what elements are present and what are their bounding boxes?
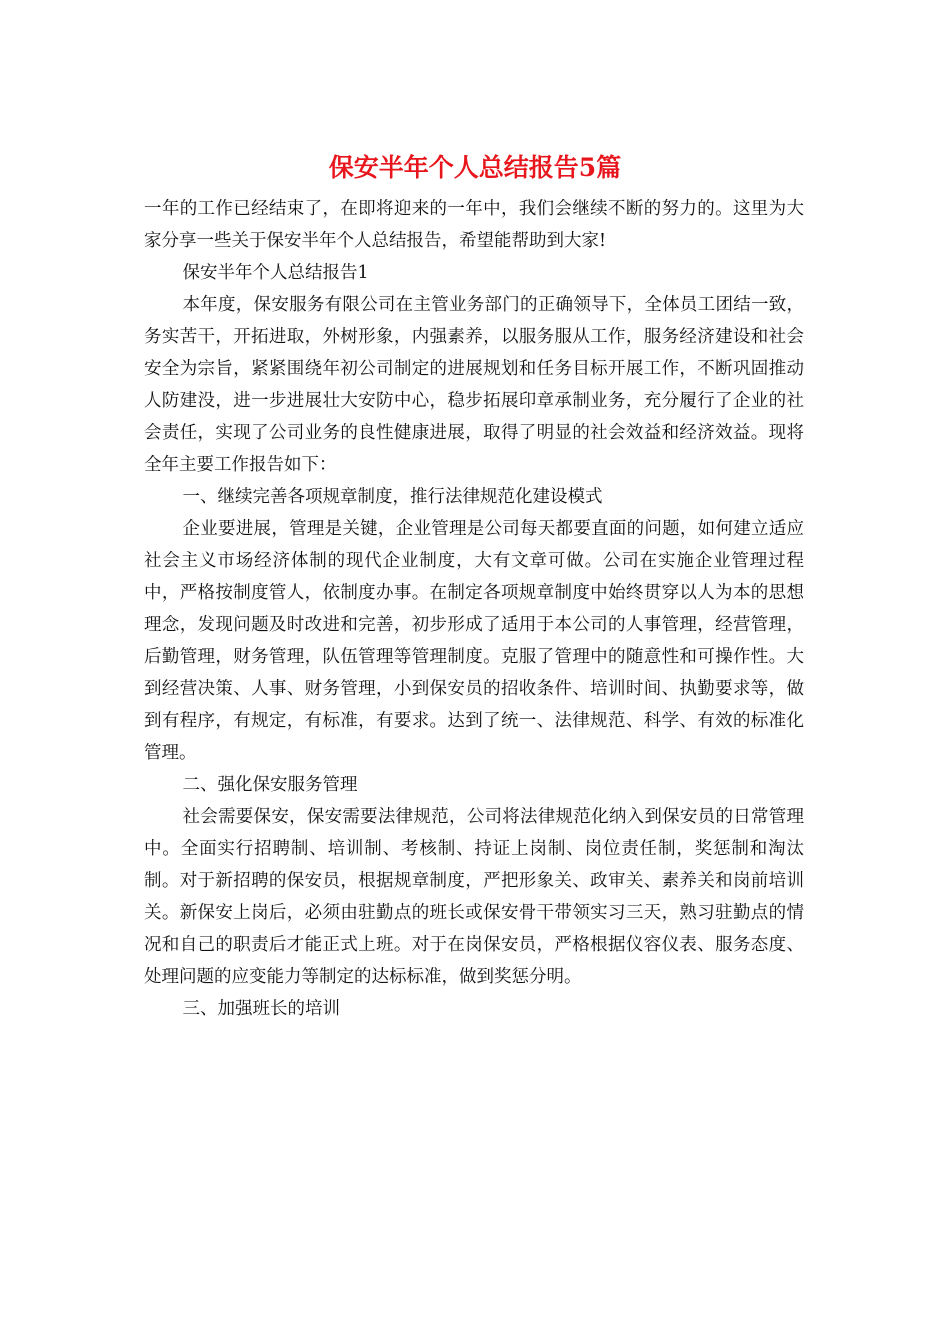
section-heading-3: 三、加强班长的培训 — [182, 999, 340, 1019]
intro-paragraph: 一年的工作已经结束了，在即将迎来的一年中，我们会继续不断的努力的。这里为大家分享一些关于保安半年个人总结报告，希望能帮助到大家! — [144, 199, 804, 251]
section-heading-report-1: 保安半年个人总结报告1 — [182, 263, 369, 283]
section-heading-2: 二、强化保安服务管理 — [182, 775, 358, 795]
section-1-paragraph: 企业要进展，管理是关键，企业管理是公司每天都要直面的问题，如何建立适应社会主义市场经济体制的现代企业制度，大有文章可做。公司在实施企业管理过程中，严格按制度管人，依制度办事。在制定各项规章制度中始终贯穿以人为本的思想理念，发现问题及时改进和完善，初步形成了适用于本公司的人事管理，经营管理，后勤管理，财务管理，队伍管理等管理制度。克服了管理中的随意性和可操作性。大到经营决策、人事、财务管理，小到保安员的招收条件、培训时间、执勤要求等，做到有程序，有规定，有标准，有要求。达到了统一、法律规范、科学、有效的标准化管理。 — [144, 519, 804, 763]
section-heading-1: 一、继续完善各项规章制度，推行法律规范化建设模式 — [182, 487, 603, 507]
document-body — [144, 193, 804, 1025]
overview-paragraph: 本年度，保安服务有限公司在主管业务部门的正确领导下，全体员工团结一致，务实苦干，开拓进取，外树形象，内强素养，以服务服从工作，服务经济建设和社会安全为宗旨，紧紧围绕年初公司制定的进展规划和任务目标开展工作，不断巩固推动人防建没，进一步进展壮大安防中心，稳步拓展印章承制业务，充分履行了企业的社会责任，实现了公司业务的良性健康进展，取得了明显的社会效益和经济效益。现将全年主要工作报告如下： — [144, 295, 804, 475]
section-2-paragraph: 社会需要保安，保安需要法律规范，公司将法律规范化纳入到保安员的日常管理中。全面实行招聘制、培训制、考核制、持证上岗制、岗位责任制，奖惩制和淘汰制。对于新招聘的保安员，根据规章制度，严把形象关、政审关、素养关和岗前培训关。新保安上岗后，必须由驻勤点的班长或保安骨干带领实习三天，熟习驻勤点的情况和自己的职责后才能正式上班。对于在岗保安员，严格根据仪容仪表、服务态度、处理问题的应变能力等制定的达标标准，做到奖惩分明。 — [144, 807, 804, 987]
document-title: 保安半年个人总结报告5篇 — [328, 153, 622, 182]
